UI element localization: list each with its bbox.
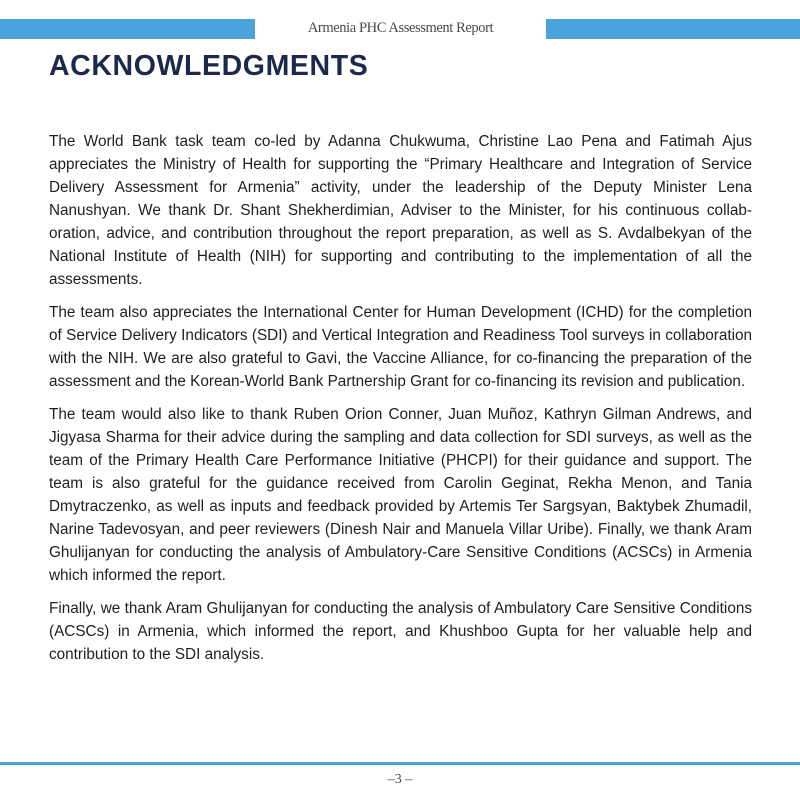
- paragraph-4: Finally, we thank Aram Ghulijanyan for conducting the analysis of Ambulatory Care Sensitive Conditions (ACSCs) in Armenia, which informed the report, and Khushboo Gupta for her valuable help and contribution to the SDI analysis.: [49, 600, 752, 663]
- page-number: –3 –: [387, 772, 413, 787]
- paragraph-1: The World Bank task team co-led by Adanna Chukwuma, Christine Lao Pena and Fatimah Ajus appreciates the Ministry of Health for supporting the “Primary Healthcare and Integration of Service Delivery Assessment for Armenia” activity, under the leadership of the Deputy Minister Lena Nanushyan. We thank Dr. Shant Shekherdimian, Adviser to the Minister, for his continuous collaboration, advice, and contribution throughout the report preparation, as well as S. Avdalbekyan of the National Institute of Health (NIH) for supporting and contributing to the implementation of all the assessments.: [49, 133, 752, 288]
- footer-divider: [0, 762, 800, 765]
- page-title: ACKNOWLEDGMENTS: [49, 50, 369, 82]
- paragraph-3: The team would also like to thank Ruben Orion Conner, Juan Muñoz, Kathryn Gilman Andrews, and Jigyasa Sharma for their advice during the sampling and data collection for SDI surveys, as well as the team of the Primary Health Care Performance Initiative (PHCPI) for their guidance and support. The team is also grateful for the guidance received from Carolin Geginat, Rekha Menon, and Tania Dmytraczenko, as well as inputs and feedback provided by Artemis Ter Sargsyan, Baktybek Zhumadil, Narine Tadevosyan, and peer reviewers (Dinesh Nair and Manuela Villar Uribe). Finally, we thank Aram Ghulijanyan for conducting the analysis of Ambulatory-Care Sensitive Conditions (ACSCs) in Armenia which informed the report.: [49, 406, 752, 584]
- header-accent-bar-left: [0, 19, 255, 39]
- body-text: [49, 130, 752, 676]
- paragraph-2: The team also appreciates the International Center for Human Development (ICHD) for the completion of Service Delivery Indicators (SDI) and Vertical Integration and Readiness Tool surveys in collaboration with the NIH. We are also grateful to Gavi, the Vaccine Alliance, for co-financing the preparation of the assessment and the Korean-World Bank Partnership Grant for co-financing its revision and publication.: [49, 304, 752, 390]
- running-header-title: Armenia PHC Assessment Report: [307, 20, 494, 36]
- header-accent-bar-right: [546, 19, 800, 39]
